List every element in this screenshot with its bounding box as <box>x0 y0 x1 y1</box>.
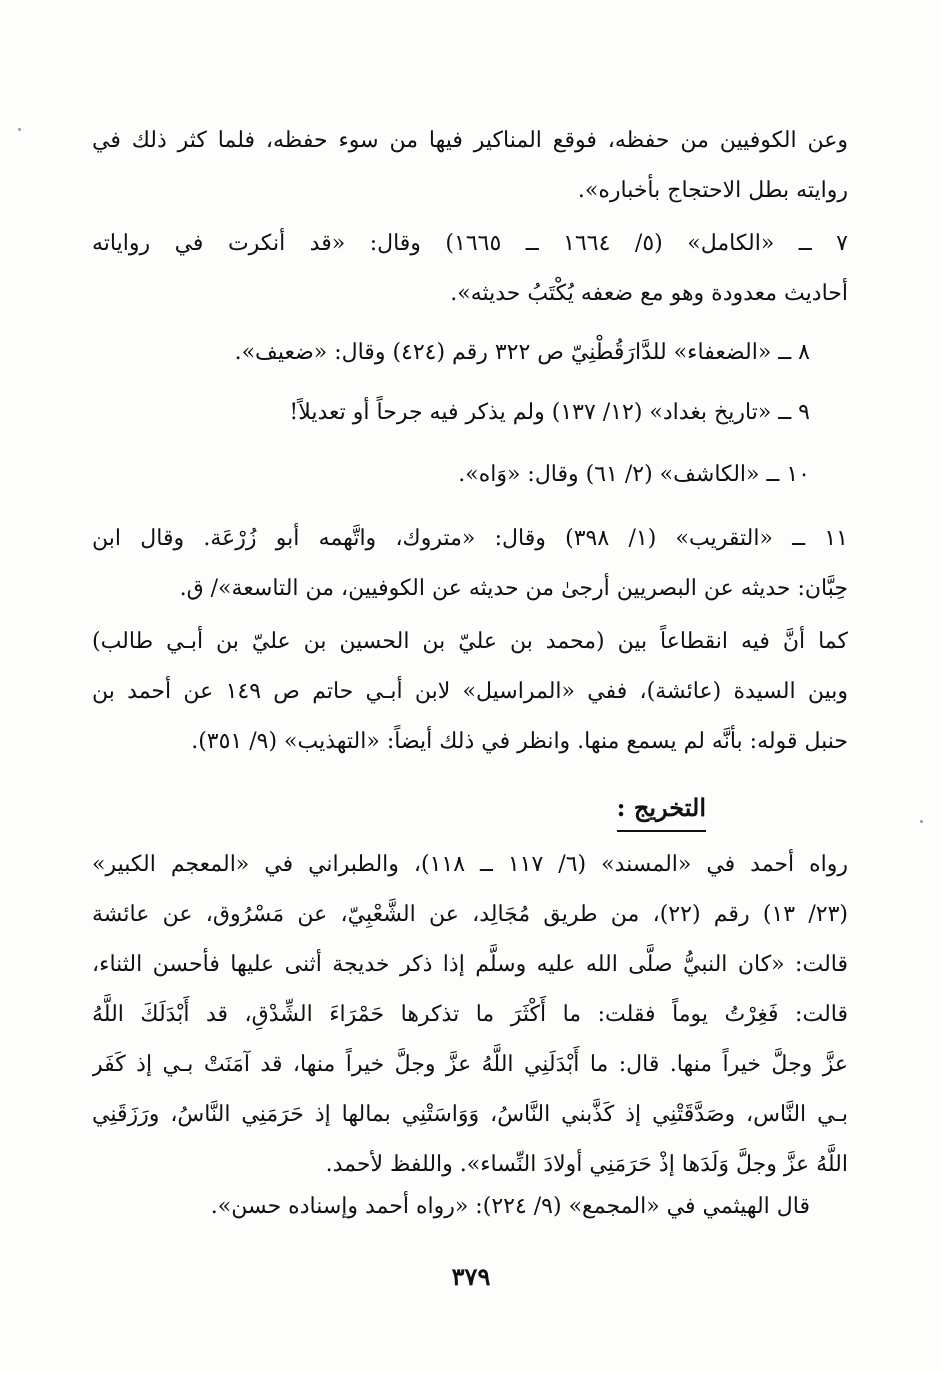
text-line: اللَّهُ عزَّ وجلَّ وَلَدَها إذْ حَرَمَنِي أولادَ النِّساء». واللفظ لأحمد. <box>325 1152 848 1177</box>
paragraph-item-10 <box>92 450 810 500</box>
text-line: قالت: «كان النبيُّ صلَّى الله عليه وسلَّم إذا ذكر خديجة أثنى عليها فأحسن الثناء، <box>92 952 848 977</box>
paragraph-1 <box>92 116 848 216</box>
text-line: ١٠ ــ «الكاشف» (٢/ ٦١) وقال: «وَاه». <box>458 462 810 487</box>
section-heading-label: التخريج : <box>617 788 706 832</box>
text-line: حِبَّان: حديثه عن البصريين أرجىٰ من حديثه عن الكوفيين، من التاسعة»/ ق. <box>179 576 848 601</box>
text-line: وبين السيدة (عائشة)، ففي «المراسيل» لابن أبـي حاتم ص ١٤٩ عن أحمد بن <box>92 679 848 704</box>
paragraph-inqitaa <box>92 617 848 767</box>
text-line: رواه أحمد في «المسند» (٦/ ١١٧ ــ ١١٨)، والطبراني في «المعجم الكبير» <box>92 852 848 877</box>
text-line: وعن الكوفيين من حفظه، فوقع المناكير فيها من سوء حفظه، فلما كثر ذلك في <box>92 128 848 153</box>
text-line: بـي النَّاس، وصَدَّقَتْنِي إذ كَذَّبني النَّاسُ، وَوَاسَتْنِي بمالها إذ حَرَمَنِي النَّاسُ، ورَزَقَنِي <box>92 1102 848 1127</box>
text-line: (٢٣/ ١٣) رقم (٢٢)، من طريق مُجَالِد، عن الشَّعْبِيّ، عن مَسْرُوق، عن عائشة <box>92 902 848 927</box>
text-line: حنبل قوله: بأنَّه لم يسمع منها. وانظر في ذلك أيضاً: «التهذيب» (٩/ ٣٥١). <box>191 729 848 754</box>
text-line: ٧ ــ «الكامل» (٥/ ١٦٦٤ ــ ١٦٦٥) وقال: «قد أنكرت في رواياته <box>92 231 848 256</box>
text-line: روايته بطل الاحتجاج بأخباره». <box>577 178 848 203</box>
paragraph-item-7 <box>92 219 848 319</box>
paragraph-takhrij <box>92 840 848 1190</box>
text-line: ٨ ــ «الضعفاء» للدَّارَقُطْنِيّ ص ٣٢٢ رقم (٤٢٤) وقال: «ضعيف». <box>234 340 810 365</box>
paragraph-item-8 <box>92 328 810 378</box>
text-line: عزَّ وجلَّ خيراً منها. قال: ما أَبْدَلَنِي اللَّهُ عزَّ وجلَّ خيراً منها، قد آمَنَتْ بـي إذ كَفَر <box>92 1052 848 1077</box>
section-heading <box>617 788 706 832</box>
page-number: ٣٧٩ <box>451 1262 491 1291</box>
paragraph-haythami <box>92 1182 810 1232</box>
scan-speck <box>920 820 923 823</box>
scan-speck <box>18 128 21 131</box>
text-line: قالت: فَغِرْتُ يوماً فقلت: ما أَكْثَرَ ما تذكرها حَمْرَاءَ الشِّدْقِ، قد أَبْدَلَكَ اللَّهُ <box>92 1002 848 1027</box>
text-line: ١١ ــ «التقريب» (١/ ٣٩٨) وقال: «متروك، واتَّهمه أبو زُرْعَة. وقال ابن <box>92 526 848 551</box>
paragraph-item-9 <box>92 388 810 438</box>
paragraph-item-11 <box>92 514 848 614</box>
text-line: ٩ ــ «تاريخ بغداد» (١٢/ ١٣٧) ولم يذكر فيه جرحاً أو تعديلاً! <box>289 400 810 425</box>
text-line: كما أنَّ فيه انقطاعاً بين (محمد بن عليّ بن الحسين بن عليّ بن أبـي طالب) <box>92 629 848 654</box>
text-line: أحاديث معدودة وهو مع ضعفه يُكْتَبُ حديثه». <box>450 281 848 306</box>
text-line: قال الهيثمي في «المجمع» (٩/ ٢٢٤): «رواه أحمد وإسناده حسن». <box>210 1194 810 1219</box>
